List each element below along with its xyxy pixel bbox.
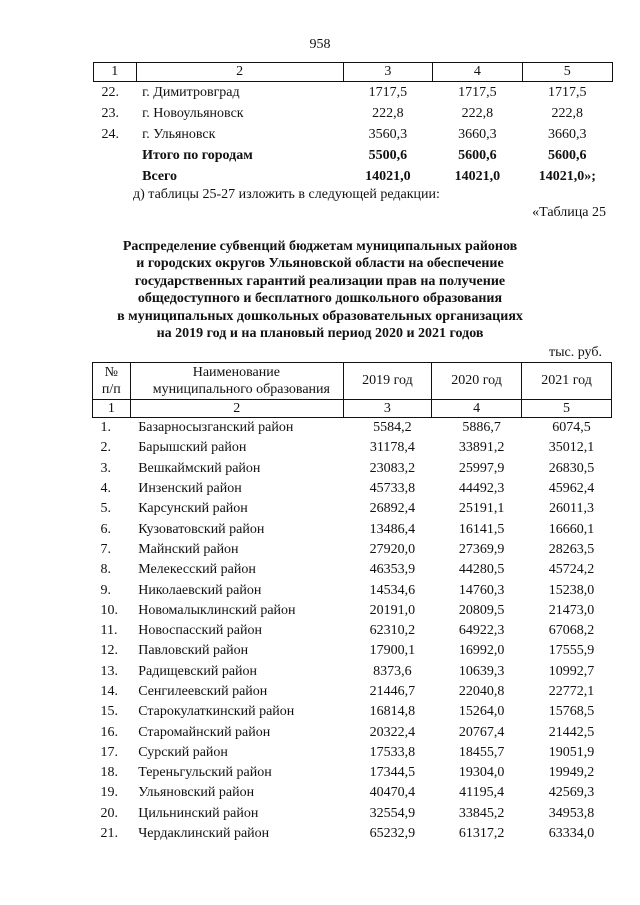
- value-2019: 20322,4: [369, 724, 416, 740]
- row-name: г. Димитровград: [142, 84, 240, 100]
- value-2020: 19304,0: [458, 765, 505, 781]
- value-2020: 10639,3: [458, 663, 505, 679]
- value-2019: 26892,4: [369, 501, 416, 517]
- column-number-row: [93, 400, 612, 418]
- table-row: [93, 601, 612, 621]
- row-number: 2.: [100, 440, 111, 456]
- value-2020: 1717,5: [458, 84, 497, 100]
- value-2021: 222,8: [551, 105, 584, 121]
- value-2020: 33845,2: [458, 805, 505, 821]
- row-number: 9.: [100, 582, 111, 598]
- col-num-3: 3: [343, 63, 432, 82]
- table-row: [94, 103, 613, 124]
- value-2021: 63334,0: [548, 826, 595, 842]
- row-number: 18.: [100, 765, 118, 781]
- district-name: Новомалыклинский район: [138, 602, 296, 618]
- table-row: [94, 166, 613, 187]
- value-2021: 3660,3: [548, 126, 587, 142]
- value-2021: 28263,5: [548, 541, 595, 557]
- header-2019: 2019 год: [343, 363, 431, 400]
- col-num-2: 2: [136, 63, 343, 82]
- value-2019: 13486,4: [369, 521, 416, 537]
- row-number: 11.: [100, 623, 118, 639]
- value-2019: 20191,0: [369, 602, 416, 618]
- value-2019: 27920,0: [369, 541, 416, 557]
- table-row: [93, 499, 612, 519]
- value-2020: 14760,3: [458, 582, 505, 598]
- header-number: № п/п: [93, 363, 131, 400]
- value-2019: 8373,6: [373, 663, 412, 679]
- row-number: 21.: [100, 826, 118, 842]
- value-2021: 42569,3: [548, 785, 595, 801]
- district-name: Ульяновский район: [138, 785, 255, 801]
- row-number: 17.: [100, 744, 118, 760]
- value-2019: 21446,7: [369, 684, 416, 699]
- value-2019: 31178,4: [369, 440, 415, 456]
- row-number: 12.: [100, 643, 118, 659]
- units-label: тыс. руб.: [549, 345, 602, 360]
- col-num-5: 5: [522, 400, 612, 418]
- district-name: Чердаклинский район: [138, 826, 270, 842]
- value-2021: 35012,1: [548, 440, 595, 456]
- table-row: [93, 459, 612, 479]
- title-line: государственных гарантий реализации прав на получение: [134, 273, 506, 289]
- row-number: [94, 166, 137, 187]
- row-name: г. Новоульяновск: [142, 105, 244, 121]
- district-name: Новоспасский район: [138, 623, 263, 639]
- value-2021: 45724,2: [548, 562, 595, 578]
- table-row: [93, 560, 612, 580]
- column-number-row: [94, 63, 613, 82]
- value-2019: 17900,1: [369, 643, 416, 659]
- row-number: 1.: [100, 420, 111, 436]
- value-2019: 46353,9: [369, 562, 416, 578]
- value-2020: 222,8: [461, 105, 494, 121]
- table-row: [93, 702, 612, 722]
- value-2019: 45733,8: [369, 481, 416, 497]
- value-2020: 44492,3: [458, 481, 505, 497]
- value-2019: 14534,6: [369, 582, 416, 598]
- row-number: [94, 145, 137, 166]
- row-number: 23.: [101, 105, 119, 121]
- value-2020: 25997,9: [458, 460, 505, 476]
- district-name: Радищевский район: [138, 663, 258, 679]
- district-name: Барышский район: [138, 440, 247, 456]
- value-2019: 222,8: [372, 105, 404, 121]
- district-name: Инзенский район: [138, 481, 242, 497]
- value-2021: 16660,1: [548, 521, 595, 537]
- value-2020: 5886,7: [462, 420, 501, 436]
- col-num-1: 1: [94, 63, 137, 82]
- value-2021: 19949,2: [548, 765, 595, 781]
- value-2021: 6074,5: [552, 420, 591, 436]
- value-2020: 44280,5: [458, 562, 505, 578]
- col-num-3: 3: [343, 400, 431, 418]
- value-2019: 3560,3: [368, 126, 408, 142]
- value-2019: 17344,5: [369, 765, 416, 781]
- value-2020: 16992,0: [458, 643, 505, 659]
- row-number: 8.: [100, 562, 111, 578]
- table-row: [93, 641, 612, 661]
- value-2020: 3660,3: [458, 126, 497, 142]
- table-row: [94, 145, 613, 166]
- district-name: Павловский район: [138, 643, 249, 659]
- col-num-4: 4: [432, 400, 522, 418]
- value-2020: 25191,1: [458, 501, 505, 517]
- district-name: Старокулаткинский район: [138, 704, 295, 720]
- table-row: [93, 540, 612, 560]
- title-line: Распределение субвенций бюджетам муниципальных районов: [122, 239, 518, 254]
- value-2021: 21442,5: [548, 724, 595, 740]
- value-2021: 19051,9: [548, 744, 595, 760]
- row-number: 4.: [100, 481, 111, 497]
- district-name: Мелекесский район: [138, 562, 256, 578]
- table-row: [93, 682, 612, 702]
- table-header-row: [93, 363, 612, 400]
- table-row: [93, 662, 612, 682]
- col-num-4: 4: [433, 63, 522, 82]
- value-2020: 20767,4: [458, 724, 505, 740]
- value-2019: 14021,0: [365, 168, 411, 184]
- header-2021: 2021 год: [522, 363, 612, 400]
- subsidy-table: [92, 362, 612, 844]
- col-num-5: 5: [522, 63, 612, 82]
- district-name: Цильнинский район: [138, 805, 259, 821]
- table-row: [93, 438, 612, 458]
- row-name: Всего: [142, 168, 178, 184]
- row-number: 7.: [100, 541, 111, 557]
- row-number: 20.: [100, 805, 118, 821]
- value-2021: 10992,7: [548, 663, 595, 679]
- value-2020: 64922,3: [458, 623, 505, 639]
- row-number: 15.: [100, 704, 118, 720]
- row-name: Итого по городам: [142, 147, 253, 163]
- col-num-2: 2: [130, 400, 343, 418]
- value-2020: 20809,5: [458, 602, 505, 618]
- table-row: [93, 418, 612, 439]
- table-title: [0, 238, 640, 342]
- table-row: [93, 722, 612, 742]
- district-name: Базарносызганский район: [138, 420, 294, 436]
- header-name: Наименование муниципального образования: [130, 363, 343, 400]
- row-number: 10.: [100, 602, 118, 618]
- title-line: и городских округов Ульяновской области на обеспечение: [136, 256, 504, 272]
- value-2020: 16141,5: [458, 521, 505, 537]
- table-row: [93, 763, 612, 783]
- value-2020: 14021,0: [454, 168, 501, 184]
- continuation-table: [93, 62, 613, 187]
- value-2019: 65232,9: [369, 826, 416, 842]
- table-row: [93, 621, 612, 641]
- value-2021: 15768,5: [548, 704, 595, 720]
- district-name: Старомайнский район: [138, 724, 271, 740]
- row-name: г. Ульяновск: [142, 126, 216, 142]
- value-2020: 33891,2: [458, 440, 505, 456]
- value-2021: 26830,5: [548, 460, 595, 476]
- table-row: [93, 580, 612, 600]
- value-2021: 34953,8: [548, 805, 595, 821]
- table-row: [93, 519, 612, 539]
- value-2020: 5600,6: [458, 147, 497, 163]
- district-name: Кузоватовский район: [138, 521, 265, 537]
- row-number: 3.: [100, 460, 111, 476]
- value-2021: 15238,0: [548, 582, 595, 598]
- row-number: 24.: [101, 126, 119, 142]
- value-2021: 5600,6: [548, 147, 587, 163]
- value-2021: 17555,9: [548, 643, 595, 659]
- value-2019: 1717,5: [368, 84, 408, 100]
- row-number: 14.: [100, 684, 118, 699]
- value-2019: 62310,2: [369, 623, 416, 639]
- value-2019: 5584,2: [373, 420, 412, 436]
- row-number: 19.: [100, 785, 118, 801]
- page-number: 958: [309, 37, 331, 52]
- table-row: [93, 824, 612, 844]
- value-2021: 22772,1: [548, 684, 595, 699]
- table-row: [93, 783, 612, 803]
- amendment-note: д) таблицы 25-27 изложить в следующей редакции:: [133, 187, 440, 202]
- row-number: 16.: [100, 724, 118, 740]
- value-2020: 41195,4: [459, 785, 505, 801]
- value-2021: 45962,4: [548, 481, 595, 497]
- value-2019: 40470,4: [369, 785, 416, 801]
- value-2021: 67068,2: [548, 623, 595, 639]
- header-2020: 2020 год: [432, 363, 522, 400]
- value-2019: 32554,9: [369, 805, 416, 821]
- table-row: [94, 124, 613, 145]
- district-name: Майнский район: [138, 541, 239, 557]
- district-name: Сенгилеевский район: [138, 684, 268, 699]
- title-line: в муниципальных дошкольных образовательных организациях: [117, 308, 523, 324]
- district-name: Николаевский район: [138, 582, 262, 598]
- value-2021: 21473,0: [548, 602, 595, 618]
- row-number: 13.: [100, 663, 118, 679]
- table-row: [94, 82, 613, 104]
- district-name: Вешкаймский район: [138, 460, 261, 476]
- value-2021: 14021,0»;: [538, 168, 596, 184]
- value-2019: 17533,8: [369, 744, 416, 760]
- district-name: Карсунский район: [138, 501, 248, 517]
- row-number: 22.: [101, 84, 119, 100]
- row-number: 6.: [100, 521, 111, 537]
- value-2019: 5500,6: [368, 147, 408, 163]
- title-line: на 2019 год и на плановый период 2020 и 2021 годов: [156, 326, 484, 342]
- value-2019: 23083,2: [369, 460, 416, 476]
- value-2020: 27369,9: [458, 541, 505, 557]
- table-row: [93, 479, 612, 499]
- district-name: Сурский район: [138, 744, 228, 760]
- value-2020: 15264,0: [458, 704, 505, 720]
- value-2020: 18455,7: [458, 744, 505, 760]
- value-2020: 61317,2: [458, 826, 505, 842]
- row-number: 5.: [100, 501, 111, 517]
- table-row: [93, 743, 612, 763]
- table-row: [93, 804, 612, 824]
- col-num-1: 1: [93, 400, 131, 418]
- district-name: Тереньгульский район: [138, 765, 272, 781]
- value-2020: 22040,8: [458, 684, 505, 699]
- title-line: общедоступного и бесплатного дошкольного образования: [137, 291, 503, 307]
- value-2019: 16814,8: [369, 704, 416, 720]
- table-label: «Таблица 25: [532, 205, 606, 220]
- value-2021: 26011,3: [549, 501, 595, 517]
- value-2021: 1717,5: [548, 84, 587, 100]
